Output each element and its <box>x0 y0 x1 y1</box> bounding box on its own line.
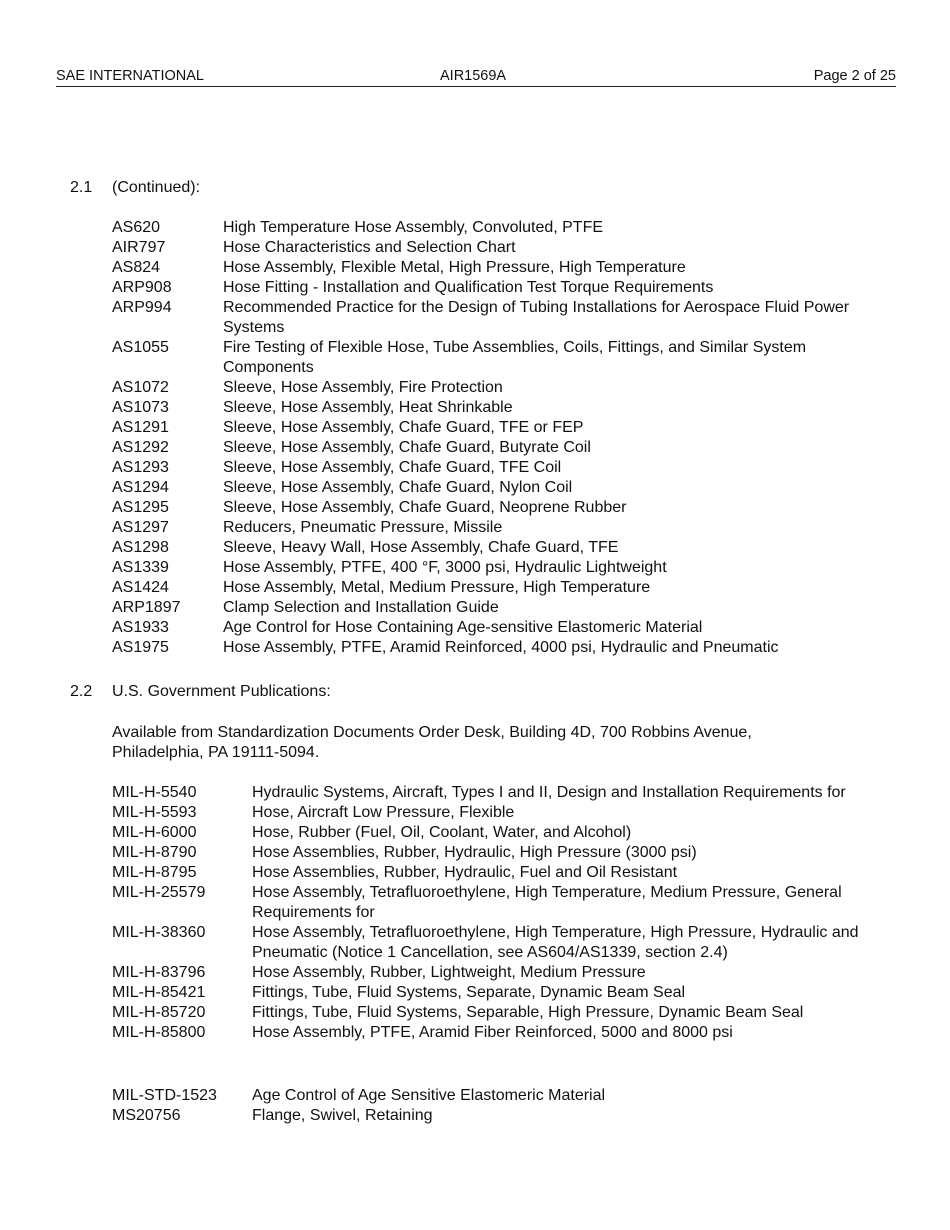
reference-code: AS824 <box>112 259 161 276</box>
reference-row <box>112 783 872 803</box>
reference-code: ARP1897 <box>112 599 181 616</box>
reference-row <box>112 598 872 618</box>
reference-title: Fire Testing of Flexible Hose, Tube Assemblies, Coils, Fittings, and Similar System Components <box>223 339 807 376</box>
reference-row <box>112 1086 872 1106</box>
reference-code: MIL-STD-1523 <box>112 1087 217 1104</box>
reference-code: AS1295 <box>112 499 169 516</box>
reference-code: AS1292 <box>112 439 169 456</box>
reference-code: AS1424 <box>112 579 169 596</box>
reference-code: MIL-H-5593 <box>112 804 197 821</box>
reference-code: AS1055 <box>112 339 169 356</box>
reference-title: Flange, Swivel, Retaining <box>252 1107 433 1124</box>
reference-row <box>112 438 872 458</box>
reference-row <box>112 578 872 598</box>
reference-code: AS1294 <box>112 479 169 496</box>
reference-title: Fittings, Tube, Fluid Systems, Separable, High Pressure, Dynamic Beam Seal <box>252 1004 804 1021</box>
reference-row <box>112 883 872 923</box>
reference-title: Sleeve, Hose Assembly, Chafe Guard, Neoprene Rubber <box>223 499 627 516</box>
reference-title: High Temperature Hose Assembly, Convoluted, PTFE <box>223 219 604 236</box>
reference-row <box>112 983 872 1003</box>
reference-title: Hose, Aircraft Low Pressure, Flexible <box>252 804 515 821</box>
mil-std-reference-list <box>112 1086 872 1126</box>
reference-code: ARP908 <box>112 279 172 296</box>
reference-row <box>112 498 872 518</box>
reference-title: Fittings, Tube, Fluid Systems, Separate, Dynamic Beam Seal <box>252 984 686 1001</box>
reference-code: ARP994 <box>112 299 172 316</box>
reference-row <box>112 538 872 558</box>
reference-code: AS620 <box>112 219 161 236</box>
reference-code: AS1933 <box>112 619 169 636</box>
reference-title: Age Control of Age Sensitive Elastomeric Material <box>252 1087 606 1104</box>
reference-title: Hose Assembly, PTFE, 400 °F, 3000 psi, Hydraulic Lightweight <box>223 559 667 576</box>
reference-row <box>112 1106 872 1126</box>
reference-code: MIL-H-85800 <box>112 1024 206 1041</box>
reference-row <box>112 218 872 238</box>
reference-code: AS1297 <box>112 519 169 536</box>
reference-code: AS1291 <box>112 419 169 436</box>
reference-title: Hose Assembly, Rubber, Lightweight, Medium Pressure <box>252 964 646 981</box>
reference-code: AS1293 <box>112 459 169 476</box>
reference-title: Hose Characteristics and Selection Chart <box>223 239 516 256</box>
reference-code: MIL-H-5540 <box>112 784 197 801</box>
reference-row <box>112 618 872 638</box>
reference-row <box>112 863 872 883</box>
reference-row <box>112 923 872 963</box>
reference-row <box>112 963 872 983</box>
reference-row <box>112 398 872 418</box>
reference-row <box>112 558 872 578</box>
section-title: U.S. Government Publications: <box>112 683 331 700</box>
section-number: 2.1 <box>70 179 93 196</box>
reference-title: Hose Assemblies, Rubber, Hydraulic, High Pressure (3000 psi) <box>252 844 697 861</box>
reference-code: AIR797 <box>112 239 166 256</box>
section-title: (Continued): <box>112 179 201 196</box>
reference-row <box>112 378 872 398</box>
reference-row <box>112 298 872 338</box>
reference-code: MIL-H-25579 <box>112 884 206 901</box>
reference-code: MIL-H-83796 <box>112 964 206 981</box>
reference-code: AS1072 <box>112 379 169 396</box>
page-header <box>56 66 896 87</box>
reference-row <box>112 278 872 298</box>
reference-title: Hose Assembly, PTFE, Aramid Fiber Reinforced, 5000 and 8000 psi <box>252 1024 733 1041</box>
availability-paragraph: Available from Standardization Documents Order Desk, Building 4D, 700 Robbins Avenue, Philadelphia, PA 19111-5094. <box>112 724 752 761</box>
reference-title: Age Control for Hose Containing Age-sensitive Elastomeric Material <box>223 619 703 636</box>
reference-row <box>112 1003 872 1023</box>
reference-title: Sleeve, Hose Assembly, Chafe Guard, Nylon Coil <box>223 479 573 496</box>
reference-title: Recommended Practice for the Design of Tubing Installations for Aerospace Fluid Power Systems <box>223 299 850 336</box>
header-organization: SAE INTERNATIONAL <box>56 68 204 84</box>
reference-title: Hydraulic Systems, Aircraft, Types I and II, Design and Installation Requirements for <box>252 784 846 801</box>
reference-row <box>112 803 872 823</box>
reference-code: AS1073 <box>112 399 169 416</box>
reference-title: Clamp Selection and Installation Guide <box>223 599 499 616</box>
reference-code: AS1339 <box>112 559 169 576</box>
reference-code: MIL-H-6000 <box>112 824 197 841</box>
reference-row <box>112 518 872 538</box>
reference-title: Hose Assembly, Metal, Medium Pressure, High Temperature <box>223 579 651 596</box>
sae-reference-list <box>112 218 872 658</box>
reference-row <box>112 238 872 258</box>
reference-title: Hose Assembly, PTFE, Aramid Reinforced, 4000 psi, Hydraulic and Pneumatic <box>223 639 779 656</box>
reference-row <box>112 338 872 378</box>
reference-title: Hose Assembly, Tetrafluoroethylene, High Temperature, High Pressure, Hydraulic and Pneumatic (Notice 1 Cancellation, see AS604/AS1339, section 2.4) <box>252 924 859 961</box>
reference-title: Hose, Rubber (Fuel, Oil, Coolant, Water, and Alcohol) <box>252 824 632 841</box>
reference-row <box>112 1023 872 1043</box>
reference-row <box>112 638 872 658</box>
reference-title: Sleeve, Hose Assembly, Fire Protection <box>223 379 503 396</box>
reference-row <box>112 458 872 478</box>
reference-title: Hose Assembly, Flexible Metal, High Pressure, High Temperature <box>223 259 686 276</box>
reference-title: Hose Fitting - Installation and Qualification Test Torque Requirements <box>223 279 714 296</box>
header-document-id: AIR1569A <box>440 68 507 84</box>
reference-code: AS1298 <box>112 539 169 556</box>
reference-row <box>112 258 872 278</box>
reference-code: MIL-H-8795 <box>112 864 197 881</box>
reference-title: Sleeve, Heavy Wall, Hose Assembly, Chafe Guard, TFE <box>223 539 619 556</box>
section-2-1-heading <box>70 178 200 198</box>
reference-row <box>112 418 872 438</box>
reference-title: Sleeve, Hose Assembly, Chafe Guard, TFE or FEP <box>223 419 584 436</box>
reference-code: MS20756 <box>112 1107 181 1124</box>
reference-title: Sleeve, Hose Assembly, Chafe Guard, Butyrate Coil <box>223 439 591 456</box>
section-number: 2.2 <box>70 683 93 700</box>
reference-row <box>112 843 872 863</box>
section-2-2-heading <box>70 682 331 702</box>
reference-code: MIL-H-85421 <box>112 984 206 1001</box>
reference-code: MIL-H-38360 <box>112 924 206 941</box>
header-page-number: Page 2 of 25 <box>813 68 896 84</box>
reference-title: Sleeve, Hose Assembly, Chafe Guard, TFE Coil <box>223 459 562 476</box>
reference-row <box>112 478 872 498</box>
reference-title: Sleeve, Hose Assembly, Heat Shrinkable <box>223 399 513 416</box>
mil-spec-reference-list <box>112 783 872 1043</box>
reference-row <box>112 823 872 843</box>
reference-code: MIL-H-85720 <box>112 1004 206 1021</box>
reference-code: AS1975 <box>112 639 169 656</box>
reference-title: Hose Assembly, Tetrafluoroethylene, High Temperature, Medium Pressure, General Requirements for <box>252 884 842 921</box>
reference-title: Reducers, Pneumatic Pressure, Missile <box>223 519 503 536</box>
reference-title: Hose Assemblies, Rubber, Hydraulic, Fuel and Oil Resistant <box>252 864 678 881</box>
reference-code: MIL-H-8790 <box>112 844 197 861</box>
